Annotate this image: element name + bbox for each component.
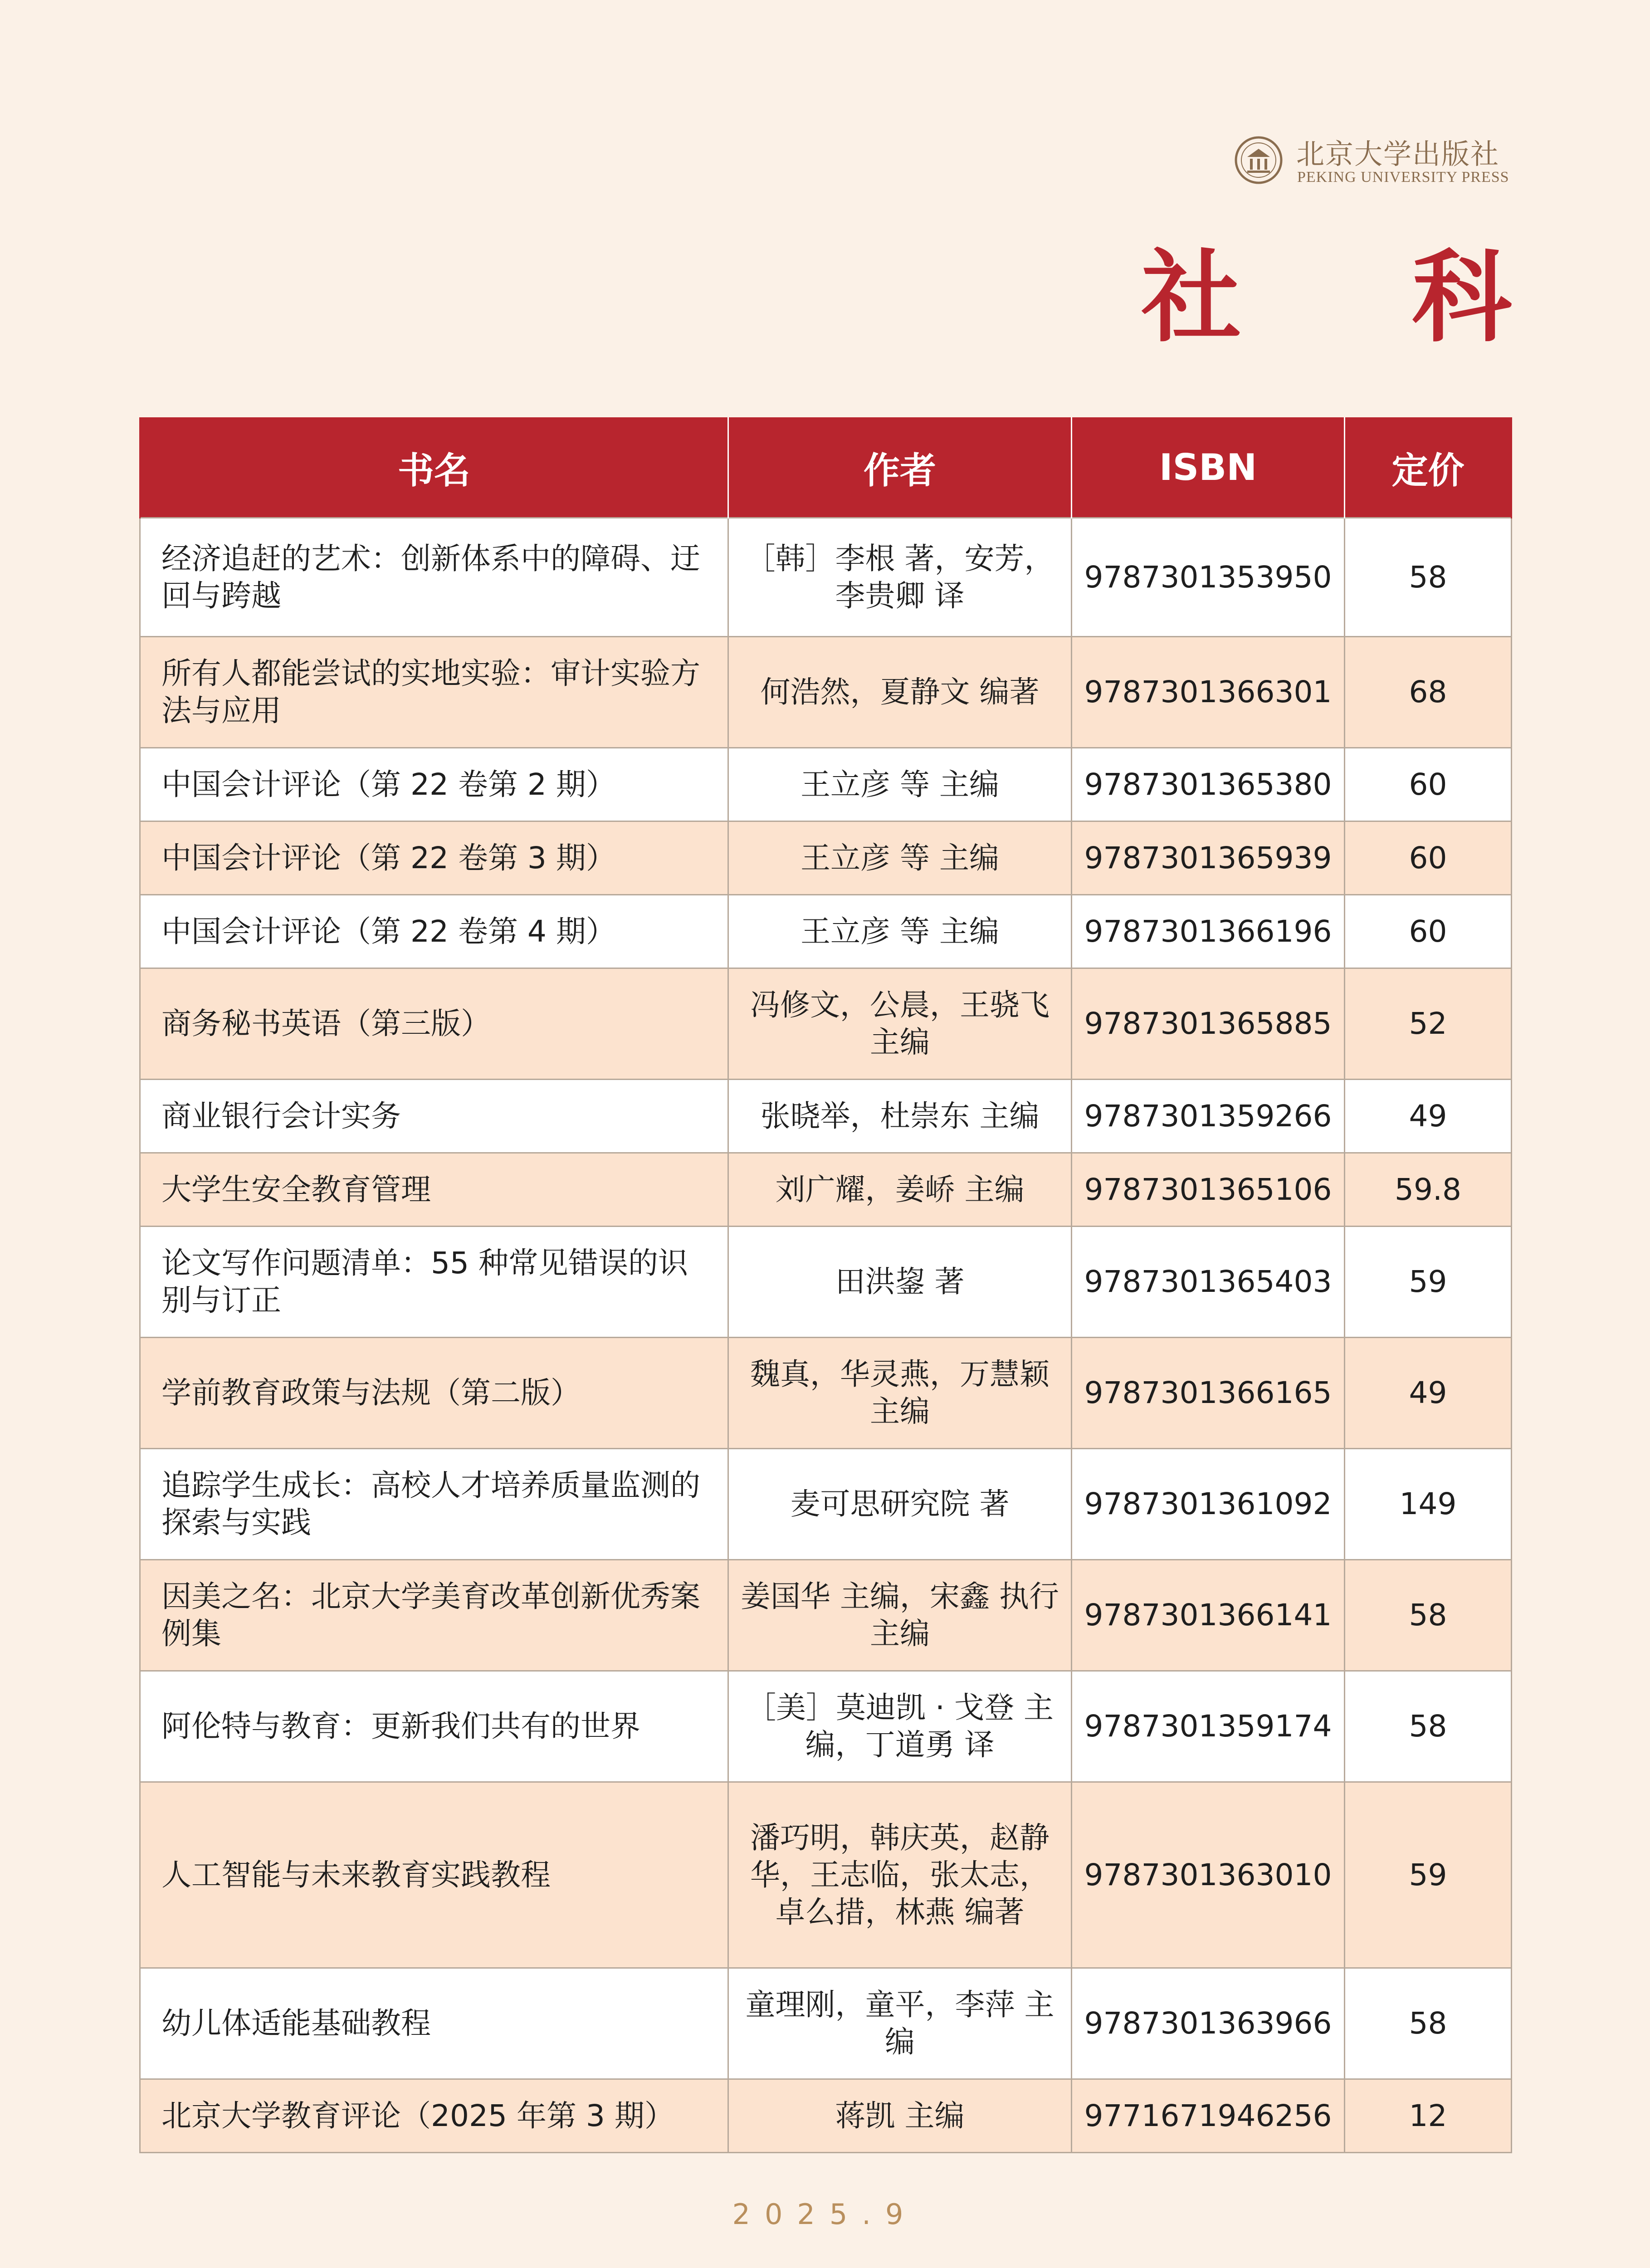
book-author-cell: 张晓举，杜崇东 主编 xyxy=(728,1080,1072,1153)
table-row xyxy=(140,1968,1512,2079)
book-author-cell: 刘广耀，姜峤 主编 xyxy=(728,1153,1072,1227)
table-row xyxy=(140,1227,1512,1338)
book-author-cell: 冯修文，公晨，王骁飞 主编 xyxy=(728,968,1072,1080)
table-body xyxy=(140,518,1512,2153)
book-author-cell: ［美］莫迪凯 · 戈登 主编，丁道勇 译 xyxy=(728,1671,1072,1782)
table-row xyxy=(140,1153,1512,1227)
book-isbn-cell: 9787301366165 xyxy=(1072,1338,1345,1449)
book-price-cell: 59 xyxy=(1345,1782,1512,1968)
table-row xyxy=(140,748,1512,821)
book-author-cell: ［韩］李根 著，安芳，李贵卿 译 xyxy=(728,518,1072,637)
book-author-cell: 王立彦 等 主编 xyxy=(728,895,1072,968)
book-price-cell: 58 xyxy=(1345,1560,1512,1671)
book-title-cell: 中国会计评论（第 22 卷第 4 期） xyxy=(140,895,728,968)
book-isbn-cell: 9787301359174 xyxy=(1072,1671,1345,1782)
table-row xyxy=(140,1782,1512,1968)
publisher-logo xyxy=(1234,132,1524,191)
table-row xyxy=(140,895,1512,968)
book-isbn-cell: 9787301365939 xyxy=(1072,821,1345,895)
university-seal-icon xyxy=(1234,135,1284,185)
book-price-cell: 60 xyxy=(1345,748,1512,821)
table-row xyxy=(140,2079,1512,2153)
book-price-cell: 12 xyxy=(1345,2079,1512,2153)
section-title: 社 科 xyxy=(1141,238,1580,356)
book-price-cell: 60 xyxy=(1345,895,1512,968)
book-price-cell: 59 xyxy=(1345,1227,1512,1338)
book-isbn-cell: 9787301365380 xyxy=(1072,748,1345,821)
book-price-cell: 58 xyxy=(1345,518,1512,637)
book-title-cell: 论文写作问题清单：55 种常见错误的识别与订正 xyxy=(140,1227,728,1338)
book-title-cell: 中国会计评论（第 22 卷第 2 期） xyxy=(140,748,728,821)
book-author-cell: 麦可思研究院 著 xyxy=(728,1449,1072,1560)
header-price: 定价 xyxy=(1345,417,1512,518)
header-isbn: ISBN xyxy=(1072,417,1345,518)
book-title-cell: 经济追赶的艺术：创新体系中的障碍、迂回与跨越 xyxy=(140,518,728,637)
book-price-cell: 49 xyxy=(1345,1338,1512,1449)
header-author: 作者 xyxy=(728,417,1072,518)
table-header-row xyxy=(140,417,1512,518)
book-author-cell: 姜国华 主编，宋鑫 执行主编 xyxy=(728,1560,1072,1671)
book-isbn-cell: 9771671946256 xyxy=(1072,2079,1345,2153)
issue-date: 2025.9 xyxy=(732,2198,918,2231)
book-author-cell: 王立彦 等 主编 xyxy=(728,821,1072,895)
book-price-cell: 149 xyxy=(1345,1449,1512,1560)
table-row xyxy=(140,821,1512,895)
book-author-cell: 魏真，华灵燕，万慧颖 主编 xyxy=(728,1338,1072,1449)
book-isbn-cell: 9787301363966 xyxy=(1072,1968,1345,2079)
book-isbn-cell: 9787301366141 xyxy=(1072,1560,1345,1671)
book-isbn-cell: 9787301361092 xyxy=(1072,1449,1345,1560)
book-title-cell: 因美之名：北京大学美育改革创新优秀案例集 xyxy=(140,1560,728,1671)
table-row xyxy=(140,1449,1512,1560)
book-author-cell: 王立彦 等 主编 xyxy=(728,748,1072,821)
book-title-cell: 追踪学生成长：高校人才培养质量监测的探索与实践 xyxy=(140,1449,728,1560)
publisher-name-en: PEKING UNIVERSITY PRESS xyxy=(1297,169,1509,186)
book-isbn-cell: 9787301365106 xyxy=(1072,1153,1345,1227)
book-isbn-cell: 9787301366196 xyxy=(1072,895,1345,968)
table-row xyxy=(140,1080,1512,1153)
book-price-cell: 60 xyxy=(1345,821,1512,895)
book-isbn-cell: 9787301365885 xyxy=(1072,968,1345,1080)
book-isbn-cell: 9787301366301 xyxy=(1072,637,1345,748)
book-title-cell: 人工智能与未来教育实践教程 xyxy=(140,1782,728,1968)
book-author-cell: 蒋凯 主编 xyxy=(728,2079,1072,2153)
book-author-cell: 田洪鋆 著 xyxy=(728,1227,1072,1338)
book-title-cell: 大学生安全教育管理 xyxy=(140,1153,728,1227)
book-price-cell: 59.8 xyxy=(1345,1153,1512,1227)
book-title-cell: 学前教育政策与法规（第二版） xyxy=(140,1338,728,1449)
table-row xyxy=(140,968,1512,1080)
table-row xyxy=(140,1671,1512,1782)
book-price-cell: 58 xyxy=(1345,1968,1512,2079)
header-title: 书名 xyxy=(140,417,728,518)
book-isbn-cell: 9787301363010 xyxy=(1072,1782,1345,1968)
book-title-cell: 中国会计评论（第 22 卷第 3 期） xyxy=(140,821,728,895)
book-price-cell: 68 xyxy=(1345,637,1512,748)
book-isbn-cell: 9787301365403 xyxy=(1072,1227,1345,1338)
book-price-cell: 52 xyxy=(1345,968,1512,1080)
table-row xyxy=(140,1560,1512,1671)
book-title-cell: 阿伦特与教育：更新我们共有的世界 xyxy=(140,1671,728,1782)
book-title-cell: 所有人都能尝试的实地实验：审计实验方法与应用 xyxy=(140,637,728,748)
book-title-cell: 商业银行会计实务 xyxy=(140,1080,728,1153)
table-row xyxy=(140,518,1512,637)
publisher-name-cn: 北京大学出版社 xyxy=(1296,137,1500,171)
table-row xyxy=(140,1338,1512,1449)
book-isbn-cell: 9787301359266 xyxy=(1072,1080,1345,1153)
book-price-cell: 49 xyxy=(1345,1080,1512,1153)
book-author-cell: 何浩然，夏静文 编著 xyxy=(728,637,1072,748)
book-table xyxy=(139,417,1512,2153)
book-title-cell: 北京大学教育评论（2025 年第 3 期） xyxy=(140,2079,728,2153)
book-title-cell: 商务秘书英语（第三版） xyxy=(140,968,728,1080)
book-title-cell: 幼儿体适能基础教程 xyxy=(140,1968,728,2079)
book-author-cell: 潘巧明，韩庆英，赵静华，王志临，张太志，卓么措，林燕 编著 xyxy=(728,1782,1072,1968)
book-author-cell: 童理刚，童平，李萍 主编 xyxy=(728,1968,1072,2079)
table-row xyxy=(140,637,1512,748)
book-price-cell: 58 xyxy=(1345,1671,1512,1782)
book-isbn-cell: 9787301353950 xyxy=(1072,518,1345,637)
